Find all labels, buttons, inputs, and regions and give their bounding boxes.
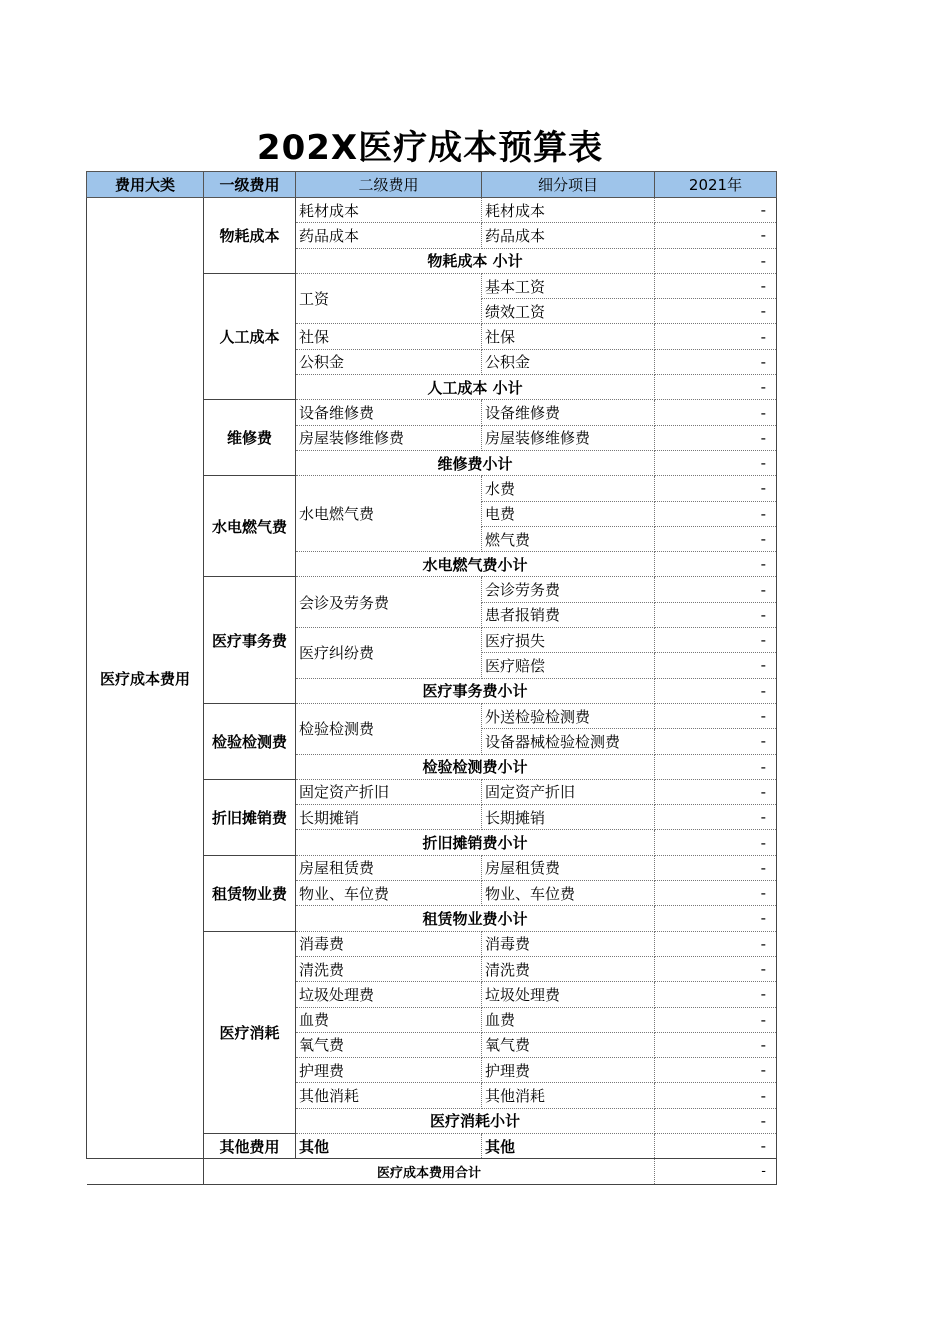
value-cell: -: [655, 273, 777, 298]
item-cell: 绩效工资: [482, 299, 655, 324]
level1-cell: 物耗成本: [204, 198, 296, 274]
item-cell: 患者报销费: [482, 602, 655, 627]
level2-cell: 护理费: [296, 1058, 482, 1083]
level1-cell: 检验检测费: [204, 703, 296, 779]
level1-cell: 维修费: [204, 400, 296, 476]
total-label: 医疗成本费用合计: [204, 1159, 655, 1184]
level2-cell: 医疗纠纷费: [296, 628, 482, 679]
budget-table-body: [87, 172, 777, 1185]
level2-cell: 会诊及劳务费: [296, 577, 482, 628]
subtotal-label: 折旧摊销费小计: [296, 830, 655, 855]
item-cell: 房屋租赁费: [482, 855, 655, 880]
level2-cell: 氧气费: [296, 1032, 482, 1057]
value-cell: -: [655, 982, 777, 1007]
item-cell: 设备器械检验检测费: [482, 729, 655, 754]
level2-cell: 房屋装修维修费: [296, 425, 482, 450]
value-cell: -: [655, 805, 777, 830]
value-cell: -: [655, 577, 777, 602]
item-cell: 设备维修费: [482, 400, 655, 425]
subtotal-value: -: [655, 906, 777, 931]
item-cell: 护理费: [482, 1058, 655, 1083]
value-cell: -: [655, 956, 777, 981]
subtotal-label: 水电燃气费小计: [296, 552, 655, 577]
value-cell: -: [655, 198, 777, 223]
header-year: 2021年: [655, 172, 777, 198]
item-cell: 房屋装修维修费: [482, 425, 655, 450]
level2-cell: 物业、车位费: [296, 881, 482, 906]
level1-cell: 人工成本: [204, 273, 296, 399]
level2-cell: 其他: [296, 1133, 482, 1158]
subtotal-label: 医疗事务费小计: [296, 678, 655, 703]
level2-cell: 药品成本: [296, 223, 482, 248]
value-cell: -: [655, 703, 777, 728]
header-item: 细分项目: [482, 172, 655, 198]
subtotal-value: -: [655, 375, 777, 400]
item-cell: 医疗损失: [482, 628, 655, 653]
subtotal-value: -: [655, 1108, 777, 1133]
item-cell: 电费: [482, 501, 655, 526]
value-cell: -: [655, 476, 777, 501]
value-cell: -: [655, 1133, 777, 1158]
value-cell: -: [655, 653, 777, 678]
level1-cell: 医疗事务费: [204, 577, 296, 703]
level2-cell: 血费: [296, 1007, 482, 1032]
total-blank-cell: [87, 1159, 204, 1184]
item-cell: 垃圾处理费: [482, 982, 655, 1007]
item-cell: 清洗费: [482, 956, 655, 981]
subtotal-value: -: [655, 450, 777, 475]
value-cell: -: [655, 400, 777, 425]
subtotal-label: 维修费小计: [296, 450, 655, 475]
value-cell: -: [655, 1007, 777, 1032]
subtotal-label: 租赁物业费小计: [296, 906, 655, 931]
item-cell: 血费: [482, 1007, 655, 1032]
table-row: [87, 198, 777, 223]
total-row: [87, 1159, 777, 1184]
item-cell: 公积金: [482, 349, 655, 374]
level1-cell: 租赁物业费: [204, 855, 296, 931]
item-cell: 社保: [482, 324, 655, 349]
table-header-row: [87, 172, 777, 198]
item-cell: 药品成本: [482, 223, 655, 248]
level2-cell: 耗材成本: [296, 198, 482, 223]
value-cell: -: [655, 628, 777, 653]
item-cell: 外送检验检测费: [482, 703, 655, 728]
item-cell: 会诊劳务费: [482, 577, 655, 602]
value-cell: -: [655, 349, 777, 374]
subtotal-label: 医疗消耗小计: [296, 1108, 655, 1133]
value-cell: -: [655, 1083, 777, 1108]
total-value: -: [655, 1159, 777, 1184]
subtotal-label: 人工成本 小计: [296, 375, 655, 400]
value-cell: -: [655, 223, 777, 248]
level2-cell: 固定资产折旧: [296, 779, 482, 804]
level1-cell: 折旧摊销费: [204, 779, 296, 855]
value-cell: -: [655, 299, 777, 324]
level1-cell: 医疗消耗: [204, 931, 296, 1133]
level2-cell: 消毒费: [296, 931, 482, 956]
level2-cell: 工资: [296, 273, 482, 324]
level1-cell: 其他费用: [204, 1133, 296, 1158]
item-cell: 其他: [482, 1133, 655, 1158]
level2-cell: 垃圾处理费: [296, 982, 482, 1007]
level2-cell: 设备维修费: [296, 400, 482, 425]
value-cell: -: [655, 729, 777, 754]
item-cell: 物业、车位费: [482, 881, 655, 906]
item-cell: 长期摊销: [482, 805, 655, 830]
budget-table: [86, 171, 777, 1185]
page-title: 202X医疗成本预算表: [256, 128, 604, 168]
value-cell: -: [655, 931, 777, 956]
value-cell: -: [655, 779, 777, 804]
subtotal-value: -: [655, 754, 777, 779]
subtotal-label: 物耗成本 小计: [296, 248, 655, 273]
level2-cell: 其他消耗: [296, 1083, 482, 1108]
item-cell: 消毒费: [482, 931, 655, 956]
item-cell: 水费: [482, 476, 655, 501]
item-cell: 氧气费: [482, 1032, 655, 1057]
value-cell: -: [655, 881, 777, 906]
value-cell: -: [655, 1058, 777, 1083]
value-cell: -: [655, 501, 777, 526]
item-cell: 基本工资: [482, 273, 655, 298]
header-level1: 一级费用: [204, 172, 296, 198]
level2-cell: 检验检测费: [296, 703, 482, 754]
level2-cell: 房屋租赁费: [296, 855, 482, 880]
value-cell: -: [655, 324, 777, 349]
subtotal-value: -: [655, 830, 777, 855]
item-cell: 固定资产折旧: [482, 779, 655, 804]
level2-cell: 清洗费: [296, 956, 482, 981]
subtotal-value: -: [655, 678, 777, 703]
level2-cell: 长期摊销: [296, 805, 482, 830]
value-cell: -: [655, 425, 777, 450]
subtotal-label: 检验检测费小计: [296, 754, 655, 779]
item-cell: 医疗赔偿: [482, 653, 655, 678]
value-cell: -: [655, 1032, 777, 1057]
subtotal-value: -: [655, 552, 777, 577]
value-cell: -: [655, 602, 777, 627]
level2-cell: 公积金: [296, 349, 482, 374]
level2-cell: 社保: [296, 324, 482, 349]
item-cell: 燃气费: [482, 526, 655, 551]
item-cell: 耗材成本: [482, 198, 655, 223]
header-level2: 二级费用: [296, 172, 482, 198]
level1-cell: 水电燃气费: [204, 476, 296, 577]
level2-cell: 水电燃气费: [296, 476, 482, 552]
value-cell: -: [655, 855, 777, 880]
header-category: 费用大类: [87, 172, 204, 198]
item-cell: 其他消耗: [482, 1083, 655, 1108]
value-cell: -: [655, 526, 777, 551]
subtotal-value: -: [655, 248, 777, 273]
category-cell: 医疗成本费用: [87, 198, 204, 1159]
